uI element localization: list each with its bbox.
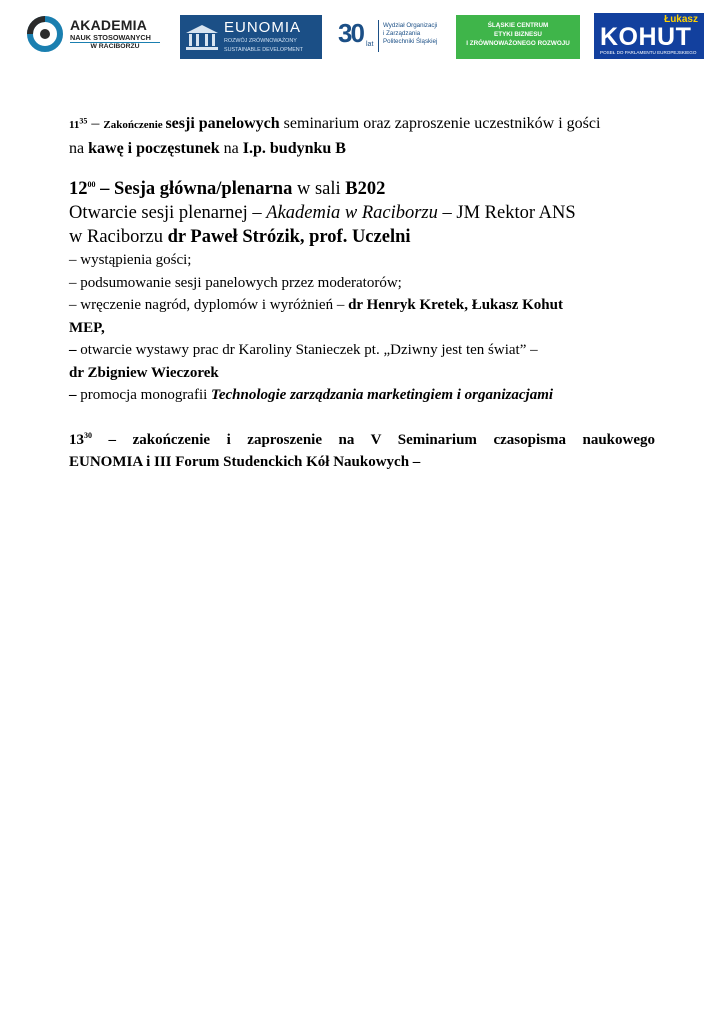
block1-line2: na kawę i poczęstunek na I.p. budynku B xyxy=(69,140,346,157)
block2-item-monograph: – promocja monografii Technologie zarządzania marketingiem i organizacjami xyxy=(69,387,554,403)
block2-item-summary: – podsumowanie sesji panelowych przez moderatorów; xyxy=(69,274,402,291)
wydzial-lat: lat xyxy=(366,41,374,48)
block1-line1 xyxy=(69,112,655,137)
wydzial-separator xyxy=(378,20,379,52)
centrum-line2: ETYKI BIZNESU xyxy=(494,31,542,38)
block2-time: $12^{00}$ xyxy=(69,179,96,199)
program-document xyxy=(69,112,655,474)
kohut-first-name: Łukasz xyxy=(664,14,698,25)
block1-budynek: I.p. budynku B xyxy=(242,140,346,157)
logo-bar xyxy=(0,12,724,64)
block2-item-awards: – wręczenie nagród, dyplomów i wyróżnień – dr Henryk Kretek, Łukasz Kohut xyxy=(69,297,563,313)
eunomia-line1: EUNOMIA xyxy=(224,19,302,36)
block2-opening: Otwarcie sesji plenarnej – Akademia w Raciborzu – JM Rektor ANS xyxy=(69,203,576,223)
block1-time: $11^{35}$ xyxy=(69,116,88,131)
kohut-logo xyxy=(594,13,704,59)
block1-kawe: kawę i poczęstunek xyxy=(88,140,220,157)
centrum-line1: ŚLĄSKIE CENTRUM xyxy=(487,22,549,29)
block2-rector-name: dr Paweł Strózik, prof. Uczelni xyxy=(167,227,411,247)
block2-item-guests: – wystąpienia gości; xyxy=(69,252,192,268)
centrum-etyki-logo xyxy=(456,15,580,59)
block2-room: B202 xyxy=(345,179,386,199)
wydzial-30-logo xyxy=(336,12,446,58)
block2-monograph-title: Technologie zarządzania marketingiem i organizacjami xyxy=(211,387,554,403)
block2-rector: w Raciborzu dr Paweł Strózik, prof. Uczelni xyxy=(69,227,411,247)
kohut-subtitle: POSEŁ DO PARLAMENTU EUROPEJSKIEGO xyxy=(600,50,697,55)
eunomia-line2: ROZWÓJ ZRÓWNOWAŻONY xyxy=(224,38,297,44)
block1-zakonczenie: Zakończenie xyxy=(103,119,166,131)
eunomia-building-icon xyxy=(184,23,220,51)
block2-item-exhibition: – otwarcie wystawy prac dr Karoliny Stanieczek pt. „Dziwny jest ten świat” – xyxy=(69,342,538,358)
akademia-line2: NAUK STOSOWANYCH xyxy=(70,33,151,42)
block3-line1: $13^{30}$ – zakończenie i zaproszenie na V Seminarium czasopisma naukowego xyxy=(69,430,655,448)
centrum-line3: I ZRÓWNOWAŻONEGO ROZWOJU xyxy=(466,40,570,47)
block2-award-names: dr Henryk Kretek, Łukasz Kohut xyxy=(348,297,563,313)
akademia-logo xyxy=(26,12,162,58)
block1-dash: – xyxy=(87,115,104,132)
block2-akademia: Akademia w Raciborzu xyxy=(266,203,438,223)
block2-title: – Sesja główna/plenarna xyxy=(95,179,293,199)
wydzial-line1: Wydział Organizacji xyxy=(383,22,438,29)
akademia-line1: AKADEMIA xyxy=(70,17,148,33)
eunomia-logo xyxy=(180,15,322,59)
block2-item-wieczorek: dr Zbigniew Wieczorek xyxy=(69,364,219,381)
block1-sesji: sesji panelowych xyxy=(165,115,280,132)
akademia-ring-icon xyxy=(26,15,64,53)
block2-item-mep: MEP, xyxy=(69,319,105,336)
wydzial-text xyxy=(383,22,437,46)
wydzial-line2: i Zarządzania xyxy=(383,30,421,37)
kohut-last-name: KOHUT xyxy=(600,23,692,51)
akademia-line3: W RACIBORZU xyxy=(90,43,140,50)
block3-time: $13^{30}$ xyxy=(69,430,92,448)
block1-rest: seminarium oraz zaproszenie uczestników i gości xyxy=(279,115,601,132)
eunomia-line3: SUSTAINABLE DEVELOPMENT xyxy=(224,47,303,53)
wydzial-line3: Politechniki Śląskiej xyxy=(383,38,438,45)
block3-line2: EUNOMIA i III Forum Studenckich Kół Naukowych – xyxy=(69,454,421,470)
block2-heading: $12^{00}$ – Sesja główna/plenarna w sali B202 xyxy=(69,179,386,199)
wydzial-30-number: 30 xyxy=(338,18,363,48)
